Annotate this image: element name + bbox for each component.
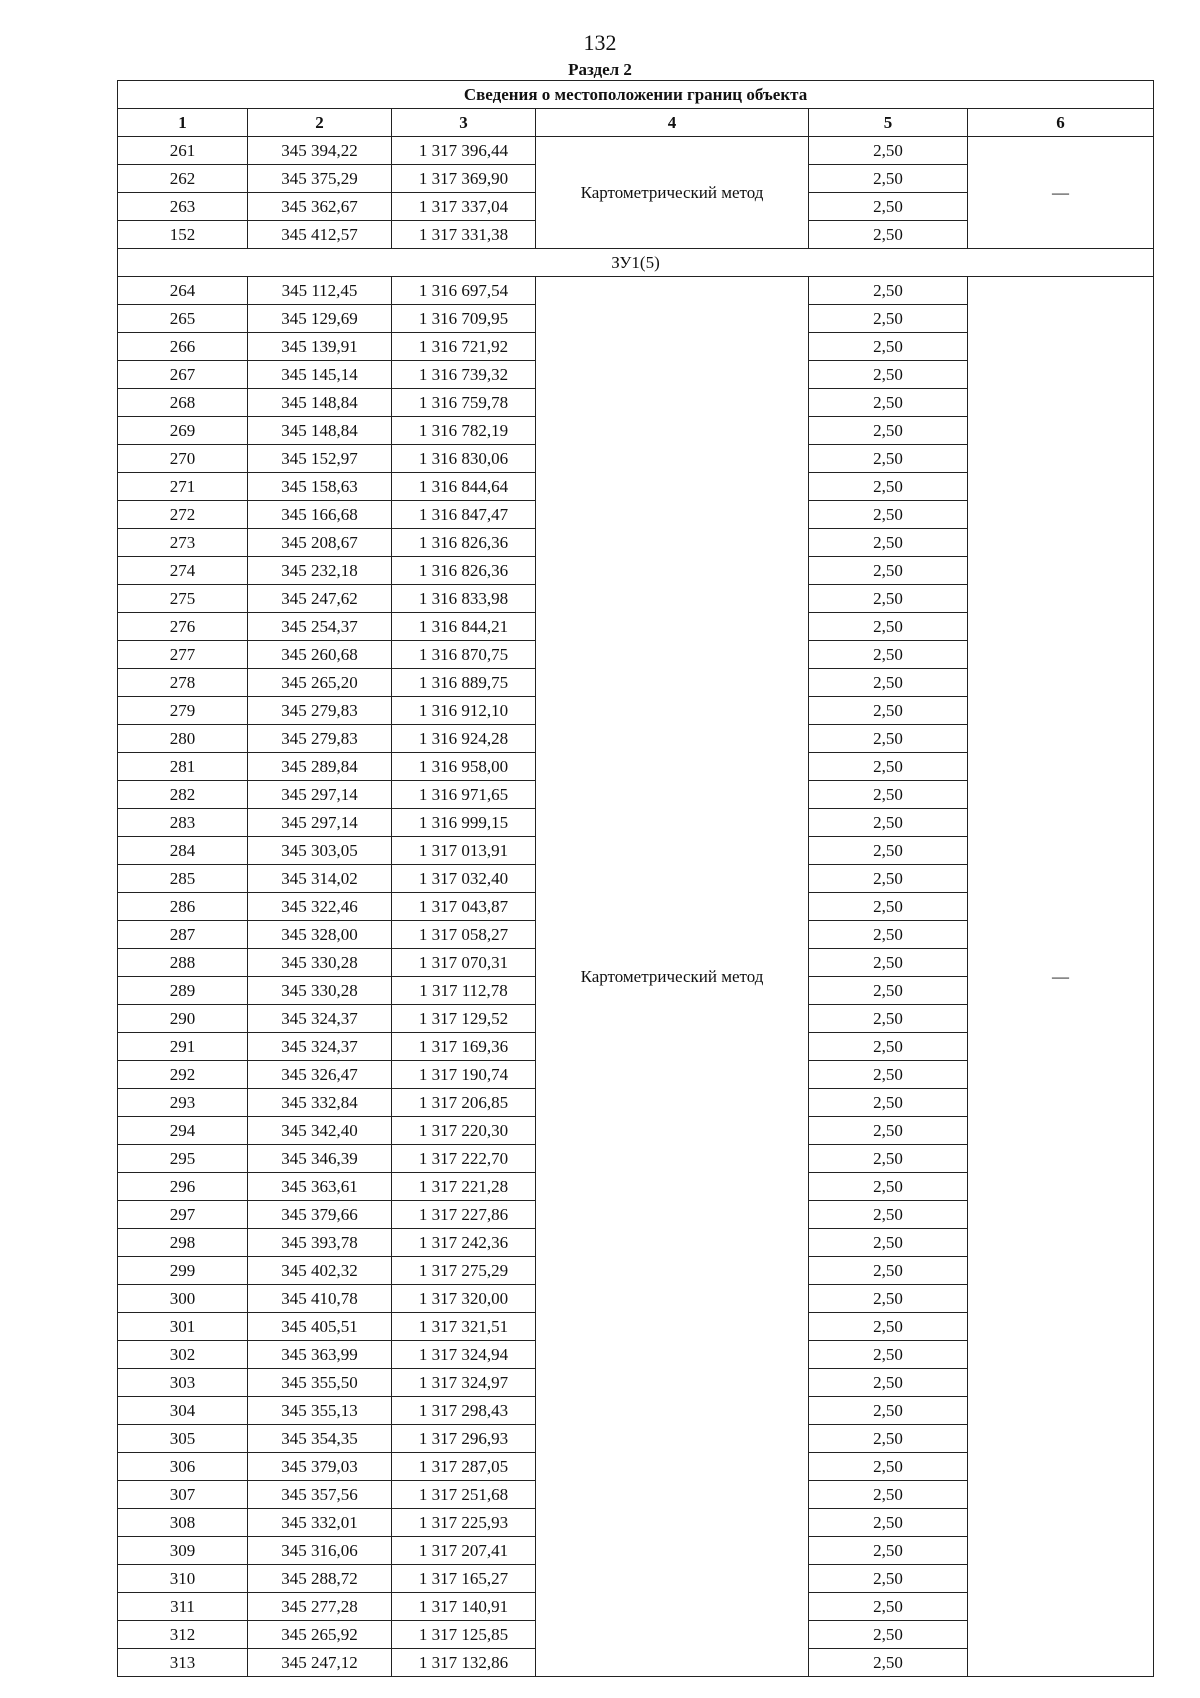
coordinate-y: 1 316 830,06 [392,445,536,473]
coordinate-y: 1 317 125,85 [392,1621,536,1649]
point-number: 293 [118,1089,248,1117]
coordinate-x: 345 145,14 [248,361,392,389]
point-number: 268 [118,389,248,417]
coordinate-x: 345 324,37 [248,1033,392,1061]
coordinate-y: 1 316 912,10 [392,697,536,725]
point-number: 265 [118,305,248,333]
boundary-coordinates-table [117,80,1154,1677]
coordinate-y: 1 316 721,92 [392,333,536,361]
accuracy-value: 2,50 [809,585,968,613]
point-number: 269 [118,417,248,445]
accuracy-value: 2,50 [809,669,968,697]
accuracy-value: 2,50 [809,921,968,949]
point-number: 305 [118,1425,248,1453]
point-number: 271 [118,473,248,501]
accuracy-value: 2,50 [809,809,968,837]
accuracy-value: 2,50 [809,837,968,865]
point-number: 312 [118,1621,248,1649]
accuracy-value: 2,50 [809,529,968,557]
coordinate-y: 1 316 971,65 [392,781,536,809]
point-number: 274 [118,557,248,585]
coordinate-y: 1 316 833,98 [392,585,536,613]
coordinate-x: 345 297,14 [248,781,392,809]
point-number: 313 [118,1649,248,1677]
point-number: 307 [118,1481,248,1509]
point-number: 309 [118,1537,248,1565]
coordinate-y: 1 317 321,51 [392,1313,536,1341]
table-row [118,277,1154,305]
coordinate-x: 345 208,67 [248,529,392,557]
point-number: 298 [118,1229,248,1257]
accuracy-value: 2,50 [809,1537,968,1565]
accuracy-value: 2,50 [809,1005,968,1033]
accuracy-value: 2,50 [809,1257,968,1285]
point-number: 278 [118,669,248,697]
coordinate-y: 1 316 844,64 [392,473,536,501]
point-number: 277 [118,641,248,669]
coordinate-y: 1 316 847,47 [392,501,536,529]
column-number-row [118,109,1154,137]
coordinate-y: 1 317 298,43 [392,1397,536,1425]
coordinate-x: 345 410,78 [248,1285,392,1313]
point-number: 281 [118,753,248,781]
point-number: 308 [118,1509,248,1537]
point-number: 284 [118,837,248,865]
point-number: 295 [118,1145,248,1173]
accuracy-value: 2,50 [809,1201,968,1229]
point-number: 270 [118,445,248,473]
coordinate-y: 1 317 058,27 [392,921,536,949]
point-number: 283 [118,809,248,837]
coordinate-x: 345 279,83 [248,697,392,725]
coordinate-y: 1 317 331,38 [392,221,536,249]
note-dash: — [968,277,1154,1677]
accuracy-value: 2,50 [809,1453,968,1481]
accuracy-value: 2,50 [809,1649,968,1677]
coordinate-x: 345 326,47 [248,1061,392,1089]
coordinate-y: 1 316 958,00 [392,753,536,781]
point-number: 290 [118,1005,248,1033]
point-number: 272 [118,501,248,529]
accuracy-value: 2,50 [809,333,968,361]
accuracy-value: 2,50 [809,1173,968,1201]
coordinate-x: 345 289,84 [248,753,392,781]
group-label-row [118,249,1154,277]
coordinate-y: 1 316 889,75 [392,669,536,697]
coordinate-x: 345 322,46 [248,893,392,921]
point-number: 292 [118,1061,248,1089]
coordinate-y: 1 317 206,85 [392,1089,536,1117]
coordinate-x: 345 405,51 [248,1313,392,1341]
accuracy-value: 2,50 [809,361,968,389]
accuracy-value: 2,50 [809,613,968,641]
table-body [118,81,1154,1677]
coordinate-x: 345 139,91 [248,333,392,361]
point-number: 289 [118,977,248,1005]
point-number: 286 [118,893,248,921]
coordinate-x: 345 394,22 [248,137,392,165]
method-cell: Картометрический метод [536,277,809,1677]
coordinate-y: 1 317 275,29 [392,1257,536,1285]
point-number: 276 [118,613,248,641]
coordinate-y: 1 317 396,44 [392,137,536,165]
accuracy-value: 2,50 [809,1397,968,1425]
coordinate-x: 345 412,57 [248,221,392,249]
coordinate-y: 1 316 739,32 [392,361,536,389]
coordinate-x: 345 355,50 [248,1369,392,1397]
section-title: Раздел 2 [568,60,632,79]
coordinate-y: 1 317 369,90 [392,165,536,193]
coordinate-x: 345 402,32 [248,1257,392,1285]
point-number: 266 [118,333,248,361]
coordinate-y: 1 317 129,52 [392,1005,536,1033]
accuracy-value: 2,50 [809,1145,968,1173]
page-number: 132 [583,30,617,55]
column-number-5: 5 [809,109,968,137]
accuracy-value: 2,50 [809,1033,968,1061]
column-number-6: 6 [968,109,1154,137]
accuracy-value: 2,50 [809,1593,968,1621]
point-number: 300 [118,1285,248,1313]
accuracy-value: 2,50 [809,277,968,305]
coordinate-y: 1 316 826,36 [392,529,536,557]
column-number-3: 3 [392,109,536,137]
point-number: 280 [118,725,248,753]
coordinate-y: 1 316 924,28 [392,725,536,753]
point-number: 264 [118,277,248,305]
coordinate-x: 345 342,40 [248,1117,392,1145]
coordinate-x: 345 247,12 [248,1649,392,1677]
coordinate-x: 345 152,97 [248,445,392,473]
accuracy-value: 2,50 [809,949,968,977]
accuracy-value: 2,50 [809,221,968,249]
accuracy-value: 2,50 [809,305,968,333]
point-number: 261 [118,137,248,165]
coordinate-x: 345 363,61 [248,1173,392,1201]
coordinate-y: 1 317 222,70 [392,1145,536,1173]
point-number: 279 [118,697,248,725]
accuracy-value: 2,50 [809,893,968,921]
accuracy-value: 2,50 [809,1481,968,1509]
point-number: 262 [118,165,248,193]
accuracy-value: 2,50 [809,977,968,1005]
note-dash: — [968,137,1154,249]
point-number: 296 [118,1173,248,1201]
coordinate-y: 1 317 190,74 [392,1061,536,1089]
coordinate-x: 345 288,72 [248,1565,392,1593]
point-number: 285 [118,865,248,893]
accuracy-value: 2,50 [809,1341,968,1369]
coordinate-y: 1 316 759,78 [392,389,536,417]
coordinate-x: 345 393,78 [248,1229,392,1257]
table-row [118,137,1154,165]
point-number: 304 [118,1397,248,1425]
accuracy-value: 2,50 [809,137,968,165]
accuracy-value: 2,50 [809,1621,968,1649]
accuracy-value: 2,50 [809,1061,968,1089]
coordinate-x: 345 355,13 [248,1397,392,1425]
coordinate-y: 1 317 324,97 [392,1369,536,1397]
accuracy-value: 2,50 [809,1229,968,1257]
coordinate-x: 345 357,56 [248,1481,392,1509]
point-number: 273 [118,529,248,557]
coordinate-y: 1 317 227,86 [392,1201,536,1229]
point-number: 311 [118,1593,248,1621]
coordinate-x: 345 148,84 [248,389,392,417]
point-number: 310 [118,1565,248,1593]
coordinate-x: 345 375,29 [248,165,392,193]
point-number: 152 [118,221,248,249]
accuracy-value: 2,50 [809,193,968,221]
coordinate-y: 1 317 013,91 [392,837,536,865]
coordinate-y: 1 317 032,40 [392,865,536,893]
accuracy-value: 2,50 [809,641,968,669]
coordinate-x: 345 265,20 [248,669,392,697]
coordinate-x: 345 277,28 [248,1593,392,1621]
coordinate-y: 1 317 220,30 [392,1117,536,1145]
column-number-2: 2 [248,109,392,137]
column-number-1: 1 [118,109,248,137]
coordinate-x: 345 332,01 [248,1509,392,1537]
accuracy-value: 2,50 [809,725,968,753]
coordinate-x: 345 303,05 [248,837,392,865]
table-heading: Сведения о местоположении границ объекта [118,81,1154,109]
coordinate-x: 345 297,14 [248,809,392,837]
coordinate-x: 345 330,28 [248,949,392,977]
coordinate-x: 345 332,84 [248,1089,392,1117]
accuracy-value: 2,50 [809,473,968,501]
point-number: 297 [118,1201,248,1229]
coordinate-y: 1 316 782,19 [392,417,536,445]
coordinate-y: 1 317 287,05 [392,1453,536,1481]
coordinate-y: 1 317 296,93 [392,1425,536,1453]
accuracy-value: 2,50 [809,389,968,417]
accuracy-value: 2,50 [809,501,968,529]
coordinate-x: 345 330,28 [248,977,392,1005]
point-number: 301 [118,1313,248,1341]
accuracy-value: 2,50 [809,1313,968,1341]
coordinate-y: 1 317 140,91 [392,1593,536,1621]
coordinate-y: 1 317 207,41 [392,1537,536,1565]
accuracy-value: 2,50 [809,753,968,781]
coordinate-y: 1 317 337,04 [392,193,536,221]
point-number: 306 [118,1453,248,1481]
coordinate-x: 345 314,02 [248,865,392,893]
coordinate-x: 345 379,03 [248,1453,392,1481]
coordinate-y: 1 316 697,54 [392,277,536,305]
accuracy-value: 2,50 [809,1369,968,1397]
point-number: 303 [118,1369,248,1397]
accuracy-value: 2,50 [809,445,968,473]
coordinate-x: 345 148,84 [248,417,392,445]
coordinate-y: 1 317 221,28 [392,1173,536,1201]
method-cell: Картометрический метод [536,137,809,249]
accuracy-value: 2,50 [809,1565,968,1593]
column-number-4: 4 [536,109,809,137]
coordinate-y: 1 317 242,36 [392,1229,536,1257]
coordinate-x: 345 328,00 [248,921,392,949]
coordinate-y: 1 317 132,86 [392,1649,536,1677]
coordinate-y: 1 317 324,94 [392,1341,536,1369]
coordinate-x: 345 354,35 [248,1425,392,1453]
accuracy-value: 2,50 [809,865,968,893]
accuracy-value: 2,50 [809,1117,968,1145]
coordinate-x: 345 265,92 [248,1621,392,1649]
point-number: 275 [118,585,248,613]
coordinate-x: 345 112,45 [248,277,392,305]
coordinate-y: 1 316 826,36 [392,557,536,585]
coordinate-x: 345 363,99 [248,1341,392,1369]
point-number: 294 [118,1117,248,1145]
coordinate-x: 345 346,39 [248,1145,392,1173]
accuracy-value: 2,50 [809,1285,968,1313]
point-number: 267 [118,361,248,389]
coordinate-x: 345 247,62 [248,585,392,613]
point-number: 282 [118,781,248,809]
point-number: 299 [118,1257,248,1285]
coordinate-y: 1 317 165,27 [392,1565,536,1593]
coordinate-y: 1 317 251,68 [392,1481,536,1509]
coordinate-y: 1 317 169,36 [392,1033,536,1061]
coordinate-x: 345 260,68 [248,641,392,669]
point-number: 302 [118,1341,248,1369]
accuracy-value: 2,50 [809,1089,968,1117]
coordinate-y: 1 316 709,95 [392,305,536,333]
accuracy-value: 2,50 [809,697,968,725]
accuracy-value: 2,50 [809,417,968,445]
coordinate-x: 345 232,18 [248,557,392,585]
point-number: 288 [118,949,248,977]
accuracy-value: 2,50 [809,1509,968,1537]
accuracy-value: 2,50 [809,1425,968,1453]
coordinate-y: 1 317 043,87 [392,893,536,921]
coordinate-x: 345 254,37 [248,613,392,641]
accuracy-value: 2,50 [809,557,968,585]
coordinate-x: 345 279,83 [248,725,392,753]
coordinate-x: 345 324,37 [248,1005,392,1033]
coordinate-x: 345 129,69 [248,305,392,333]
point-number: 287 [118,921,248,949]
coordinate-x: 345 362,67 [248,193,392,221]
coordinate-x: 345 379,66 [248,1201,392,1229]
coordinate-y: 1 316 999,15 [392,809,536,837]
coordinate-x: 345 158,63 [248,473,392,501]
coordinate-y: 1 316 844,21 [392,613,536,641]
table-heading-row [118,81,1154,109]
group-label: ЗУ1(5) [118,249,1154,277]
accuracy-value: 2,50 [809,165,968,193]
coordinate-y: 1 317 225,93 [392,1509,536,1537]
coordinate-x: 345 316,06 [248,1537,392,1565]
coordinate-y: 1 317 070,31 [392,949,536,977]
coordinate-y: 1 317 320,00 [392,1285,536,1313]
coordinate-x: 345 166,68 [248,501,392,529]
point-number: 291 [118,1033,248,1061]
coordinate-y: 1 316 870,75 [392,641,536,669]
accuracy-value: 2,50 [809,781,968,809]
point-number: 263 [118,193,248,221]
coordinate-y: 1 317 112,78 [392,977,536,1005]
